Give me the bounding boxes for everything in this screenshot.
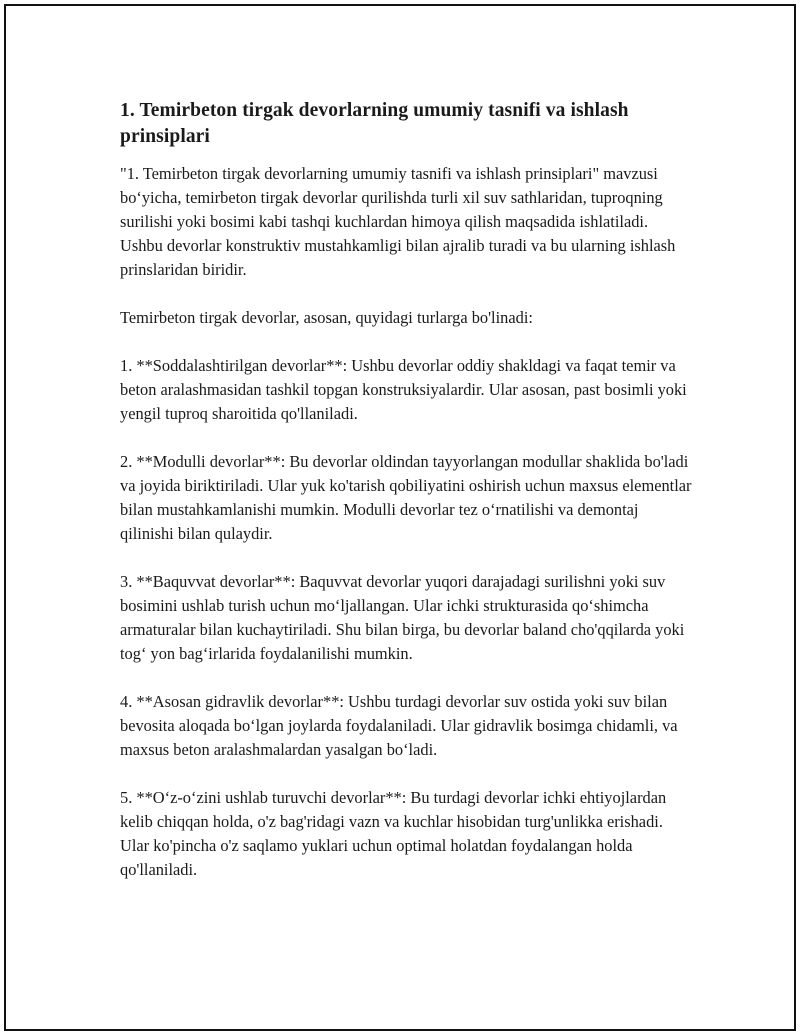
list-item-self-supporting-walls: 5. **O‘z-o‘zini ushlab turuvchi devorlar**: Bu turdagi devorlar ichki ehtiyojlardan kelib chiqqan holda, o'z bag'ridagi vazn va kuchlar hisobidan turg'unlikka erishadi. Ular ko'pincha o'z saqlamo yuklari uchun optimal holatdan foydalangan holda qo'llaniladi. (120, 788, 667, 879)
types-intro-paragraph: Temirbeton tirgak devorlar, asosan, quyidagi turlarga bo'linadi: (120, 308, 533, 327)
list-item-modular-walls: 2. **Modulli devorlar**: Bu devorlar oldindan tayyorlangan modullar shaklida bo'ladi va joyida biriktiriladi. Ular yuk ko'tarish qobiliyatini oshirish uchun maxsus elementlar bilan mustahkamlanishi mumkin. Modulli devorlar tez o‘rnatilishi va demontaj qilinishi bilan qulaydir. (120, 452, 692, 543)
intro-paragraph: "1. Temirbeton tirgak devorlarning umumiy tasnifi va ishlash prinsiplari" mavzusi bo‘yicha, temirbeton tirgak devorlar qurilishda turli xil suv sathlaridan, tuproqning surilishi yoki bosimi kabi tashqi kuchlardan himoya qilish maqsadida ishlatiladi. Ushbu devorlar konstruktiv mustahkamligi bilan ajralib turadi va bu ularning ishlash prinslaridan biridir. (120, 164, 676, 279)
list-item-heavy-walls: 3. **Baquvvat devorlar**: Baquvvat devorlar yuqori darajadagi surilishni yoki suv bosimini ushlab turish uchun mo‘ljallangan. Ular ichki strukturasida qo‘shimcha armaturalar bilan kuchaytiriladi. Shu bilan birga, bu devorlar baland cho'qqilarda yoki tog‘ yon bag‘irlarida foydalanilishi mumkin. (120, 572, 685, 663)
document-body (120, 98, 692, 906)
list-item-simplified-walls: 1. **Soddalashtirilgan devorlar**: Ushbu devorlar oddiy shakldagi va faqat temir va beton aralashmasidan tashkil topgan konstruksiyalardir. Ular asosan, past bosimli yoki yengil tuproq sharoitida qo'llaniladi. (120, 356, 687, 423)
document-page (4, 4, 796, 1031)
list-item-hydraulic-walls: 4. **Asosan gidravlik devorlar**: Ushbu turdagi devorlar suv ostida yoki suv bilan bevosita aloqada bo‘lgan joylarda foydalaniladi. Ular gidravlik bosimga chidamli, va maxsus beton aralashmalardan yasalgan bo‘ladi. (120, 692, 678, 759)
document-title: 1. Temirbeton tirgak devorlarning umumiy tasnifi va ishlash prinsiplari (120, 100, 629, 147)
